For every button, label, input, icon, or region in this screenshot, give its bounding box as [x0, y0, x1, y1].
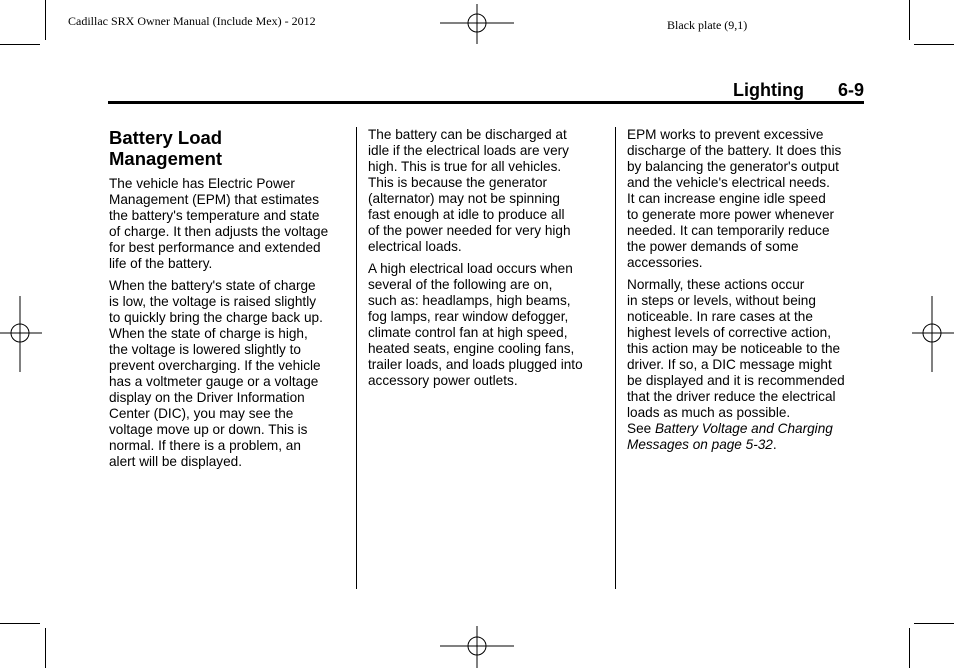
text-line: driver. If so, a DIC message might: [627, 357, 832, 372]
text-line: of the power needed for very high: [368, 223, 571, 238]
text-line: voltage move up or down. This is: [109, 422, 308, 437]
text-line: accessory power outlets.: [368, 373, 518, 388]
text-line: fast enough at idle to produce all: [368, 207, 565, 222]
text-line: be displayed and it is recommended: [627, 373, 845, 388]
registration-mark-bottom: [440, 626, 514, 668]
crop-mark: [914, 44, 954, 45]
text-line: The vehicle has Electric Power: [109, 176, 295, 191]
text-line: It can increase engine idle speed: [627, 191, 826, 206]
text-line: Normally, these actions occur: [627, 277, 805, 292]
text-line: The battery can be discharged at: [368, 127, 567, 142]
text-line: loads as much as possible.: [627, 405, 791, 420]
text-line: idle if the electrical loads are very: [368, 143, 569, 158]
page-number: 6-9: [838, 80, 865, 100]
see-suffix: .: [772, 437, 777, 452]
text-line: prevent overcharging. If the vehicle: [109, 358, 321, 373]
section-heading: [109, 127, 328, 169]
paragraph: [109, 176, 328, 272]
text-line: for best performance and extended: [109, 240, 321, 255]
crop-mark: [0, 44, 40, 45]
paragraph: [368, 127, 583, 255]
cross-reference-link[interactable]: Battery Voltage and Charging: [654, 421, 833, 436]
text-line: normal. If there is a problem, an: [109, 438, 301, 453]
text-line: EPM works to prevent excessive: [627, 127, 824, 142]
text-line: climate control fan at high speed,: [368, 325, 568, 340]
see-reference: [627, 421, 845, 437]
text-line: several of the following are on,: [368, 277, 553, 292]
text-line: noticeable. In rare cases at the: [627, 309, 813, 324]
column-divider: [356, 127, 357, 589]
paragraph: [109, 278, 328, 470]
text-line: the power demands of some: [627, 239, 799, 254]
text-line: such as: headlamps, high beams,: [368, 293, 571, 308]
crop-mark: [0, 623, 40, 624]
text-line: This is because the generator: [368, 175, 548, 190]
text-line: needed. It can temporarily reduce: [627, 223, 830, 238]
text-line: the voltage is lowered slightly to: [109, 342, 301, 357]
text-line: and the vehicle's electrical needs.: [627, 175, 830, 190]
text-line: the battery's temperature and state: [109, 208, 320, 223]
section-title: Lighting: [733, 80, 804, 100]
crop-mark: [914, 623, 954, 624]
text-line: this action may be noticeable to the: [627, 341, 841, 356]
text-line: heated seats, engine cooling fans,: [368, 341, 575, 356]
text-line: When the battery's state of charge: [109, 278, 316, 293]
slug-left: Cadillac SRX Owner Manual (Include Mex) - 2012: [68, 14, 316, 28]
text-line: life of the battery.: [109, 256, 213, 271]
see-reference-cont: [627, 437, 845, 453]
heading-line: Battery Load: [109, 127, 223, 148]
text-line: has a voltmeter gauge or a voltage: [109, 374, 319, 389]
crop-mark: [45, 628, 46, 668]
text-line: highest levels of corrective action,: [627, 325, 832, 340]
text-line: A high electrical load occurs when: [368, 261, 573, 276]
registration-mark-left: [0, 296, 42, 372]
paragraph: [368, 261, 583, 389]
cross-reference-link[interactable]: Messages on page 5-32: [627, 437, 773, 452]
text-line: Management (EPM) that estimates: [109, 192, 320, 207]
crop-mark: [909, 0, 910, 40]
text-line: to generate more power whenever: [627, 207, 835, 222]
column-1: [109, 127, 328, 476]
text-line: that the driver reduce the electrical: [627, 389, 836, 404]
crop-mark: [909, 628, 910, 668]
paragraph: [627, 127, 845, 271]
text-line: display on the Driver Information: [109, 390, 305, 405]
text-line: discharge of the battery. It does this: [627, 143, 842, 158]
text-line: to quickly bring the charge back up.: [109, 310, 323, 325]
text-line: by balancing the generator's output: [627, 159, 839, 174]
text-line: high. This is true for all vehicles.: [368, 159, 562, 174]
slug-right: Black plate (9,1): [667, 18, 748, 32]
see-prefix: See: [627, 421, 655, 436]
text-line: When the state of charge is high,: [109, 326, 308, 341]
text-line: (alternator) may not be spinning: [368, 191, 560, 206]
header-rule: [108, 101, 864, 104]
text-line: of charge. It then adjusts the voltage: [109, 224, 329, 239]
paragraph: [627, 277, 845, 453]
column-3: [627, 127, 845, 459]
text-line: in steps or levels, without being: [627, 293, 816, 308]
text-line: fog lamps, rear window defogger,: [368, 309, 569, 324]
text-line: trailer loads, and loads plugged into: [368, 357, 583, 372]
text-line: Center (DIC), you may see the: [109, 406, 294, 421]
heading-line: Management: [109, 148, 223, 169]
registration-mark-right: [912, 296, 954, 372]
column-divider: [615, 127, 616, 589]
text-line: accessories.: [627, 255, 703, 270]
text-line: alert will be displayed.: [109, 454, 242, 469]
crop-mark: [45, 0, 46, 40]
registration-mark-top: [440, 4, 514, 44]
text-line: electrical loads.: [368, 239, 462, 254]
column-2: [368, 127, 583, 395]
text-line: is low, the voltage is raised slightly: [109, 294, 317, 309]
